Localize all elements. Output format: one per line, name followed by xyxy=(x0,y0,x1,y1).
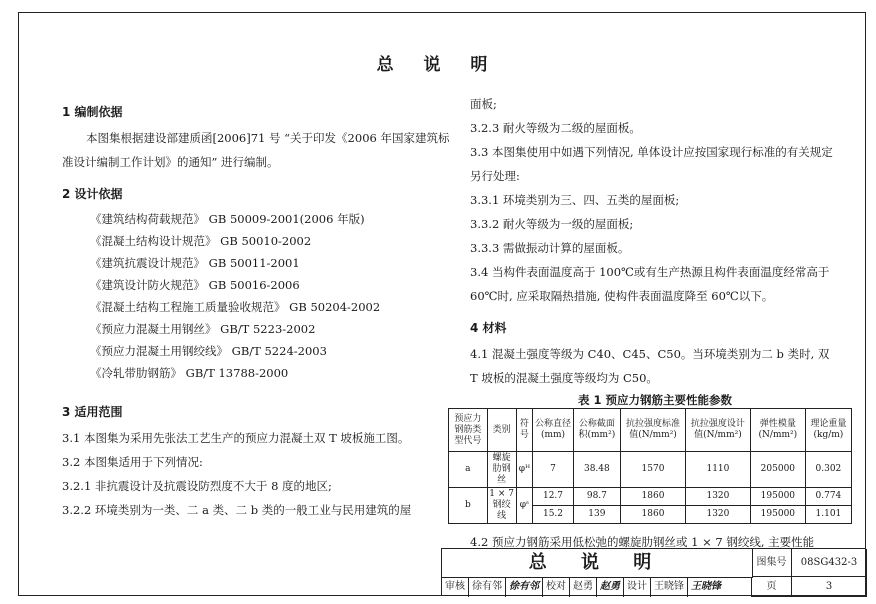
clause-3-2-3: 3.2.3 耐火等级为二级的屋面板。 xyxy=(470,121,641,135)
page-title: 总 说 明 xyxy=(376,55,500,75)
standard-item: 《预应力混凝土用钢丝》 GB/T 5223-2002 xyxy=(90,322,316,336)
section-4-heading: 4 材料 xyxy=(470,321,507,335)
standard-item: 《建筑抗震设计规范》 GB 50011-2001 xyxy=(90,256,300,270)
table-header: 弹性模量(N/mm²) xyxy=(750,409,805,452)
table-header: 类别 xyxy=(487,409,516,452)
table-cell: 1570 xyxy=(621,452,686,488)
reviewer-signature: 徐有邻 xyxy=(506,577,543,597)
table-header: 公称截面积(mm²) xyxy=(573,409,620,452)
standard-item: 《混凝土结构工程施工质量验收规范》 GB 50204-2002 xyxy=(90,300,381,314)
table-header: 抗拉强度设计值(N/mm²) xyxy=(685,409,750,452)
checker-signature: 赵勇 xyxy=(597,577,624,597)
clause-3-3: 3.3 本图集使用中如遇下列情况, 单体设计应按国家现行标准的有关规定另行处理: xyxy=(470,145,833,183)
designer-signature: 王晓锋 xyxy=(691,581,721,592)
title-block xyxy=(441,548,866,596)
table-cell: 195000 xyxy=(750,488,805,506)
table-header: 抗拉强度标准值(N/mm²) xyxy=(621,409,686,452)
table-row xyxy=(449,488,852,506)
section-1-text: 本图集根据建设部建质函[2006]71 号 “关于印发《2006 年国家建筑标准设计编制工作计划》的通知” 进行编制。 xyxy=(62,131,450,169)
table-cell: φᴴ xyxy=(516,452,533,488)
review-label: 审核 xyxy=(442,577,469,597)
table-cell: 1 × 7 钢绞线 xyxy=(487,488,516,524)
clause-3-3-1: 3.3.1 环境类别为三、四、五类的屋面板; xyxy=(470,193,680,207)
table-cell: 205000 xyxy=(750,452,805,488)
signature-row xyxy=(442,577,752,597)
table-cell: 15.2 xyxy=(533,506,573,524)
standard-item: 《冷轧带肋钢筋》 GB/T 13788-2000 xyxy=(90,366,289,380)
standard-item: 《建筑结构荷载规范》 GB 50009-2001(2006 年版) xyxy=(90,212,365,226)
title-block-title: 总 说 明 xyxy=(442,549,753,578)
table-cell: 0.774 xyxy=(805,488,851,506)
clause-continuation: 面板; xyxy=(470,97,497,111)
atlas-number: 08SG432-3 xyxy=(792,549,867,577)
table-cell: 1320 xyxy=(685,488,750,506)
page-number: 3 xyxy=(792,577,867,597)
right-column xyxy=(454,92,847,554)
table-cell: φˢ xyxy=(516,488,533,524)
standard-item: 《混凝土结构设计规范》 GB 50010-2002 xyxy=(90,234,312,248)
table-cell: 1.101 xyxy=(805,506,851,524)
table-cell: 98.7 xyxy=(573,488,620,506)
table-header-row xyxy=(449,409,852,452)
reviewer-name: 徐有邻 xyxy=(469,577,506,597)
table-cell: 1110 xyxy=(685,452,750,488)
clause-3-2-1: 3.2.1 非抗震设计及抗震设防烈度不大于 8 度的地区; xyxy=(62,479,332,493)
table-header: 公称直径(mm) xyxy=(533,409,573,452)
table-row xyxy=(449,452,852,488)
section-1-heading: 1 编制依据 xyxy=(62,105,123,119)
standard-item: 《预应力混凝土用钢绞线》 GB/T 5224-2003 xyxy=(90,344,327,358)
designer-name: 王晓锋 xyxy=(651,577,688,597)
clause-4-2: 4.2 预应力钢筋采用低松弛的螺旋肋钢丝或 1 × 7 钢绞线, 主要性能 xyxy=(470,535,815,549)
section-2-heading: 2 设计依据 xyxy=(62,187,123,201)
table-cell: 1860 xyxy=(621,488,686,506)
left-column xyxy=(62,92,452,522)
clause-3-1: 3.1 本图集为采用先张法工艺生产的预应力混凝土双 T 坡板施工图。 xyxy=(62,431,410,445)
table-header: 理论重量(kg/m) xyxy=(805,409,851,452)
table-cell: a xyxy=(449,452,488,488)
clause-4-1: 4.1 混凝土强度等级为 C40、C45、C50。当环境类别为二 b 类时, 双 T 坡板的混凝土强度等级均为 C50。 xyxy=(470,347,830,385)
page-label: 页 xyxy=(752,577,792,597)
table-cell: b xyxy=(449,488,488,524)
table-cell: 7 xyxy=(533,452,573,488)
standard-item: 《建筑设计防火规范》 GB 50016-2006 xyxy=(90,278,300,292)
table-cell: 139 xyxy=(573,506,620,524)
check-label: 校对 xyxy=(543,577,570,597)
checker-name: 赵勇 xyxy=(570,577,597,597)
table-cell: 螺旋肋钢丝 xyxy=(487,452,516,488)
clause-3-2-2: 3.2.2 环境类别为一类、二 a 类、二 b 类的一般工业与民用建筑的屋 xyxy=(62,503,412,517)
table-header: 符号 xyxy=(516,409,533,452)
atlas-number-label: 图集号 xyxy=(752,549,792,577)
table-cell: 195000 xyxy=(750,506,805,524)
table-cell: 12.7 xyxy=(533,488,573,506)
clause-3-3-3: 3.3.3 需做振动计算的屋面板。 xyxy=(470,241,630,255)
table-cell: 0.302 xyxy=(805,452,851,488)
design-label: 设计 xyxy=(624,577,651,597)
prestress-steel-table xyxy=(448,408,852,524)
table-caption: 表 1 预应力钢筋主要性能参数 xyxy=(577,393,732,407)
clause-3-3-2: 3.3.2 耐火等级为一级的屋面板; xyxy=(470,217,634,231)
table-cell: 1320 xyxy=(685,506,750,524)
table-cell: 38.48 xyxy=(573,452,620,488)
table-cell: 1860 xyxy=(621,506,686,524)
clause-3-4: 3.4 当构件表面温度高于 100℃或有生产热源且构件表面温度经常高于 60℃时, 应采取隔热措施, 使构件表面温度降至 60℃以下。 xyxy=(470,265,830,303)
table-header: 预应力钢筋类型代号 xyxy=(449,409,488,452)
clause-3-2: 3.2 本图集适用于下列情况: xyxy=(62,455,203,469)
section-3-heading: 3 适用范围 xyxy=(62,405,123,419)
